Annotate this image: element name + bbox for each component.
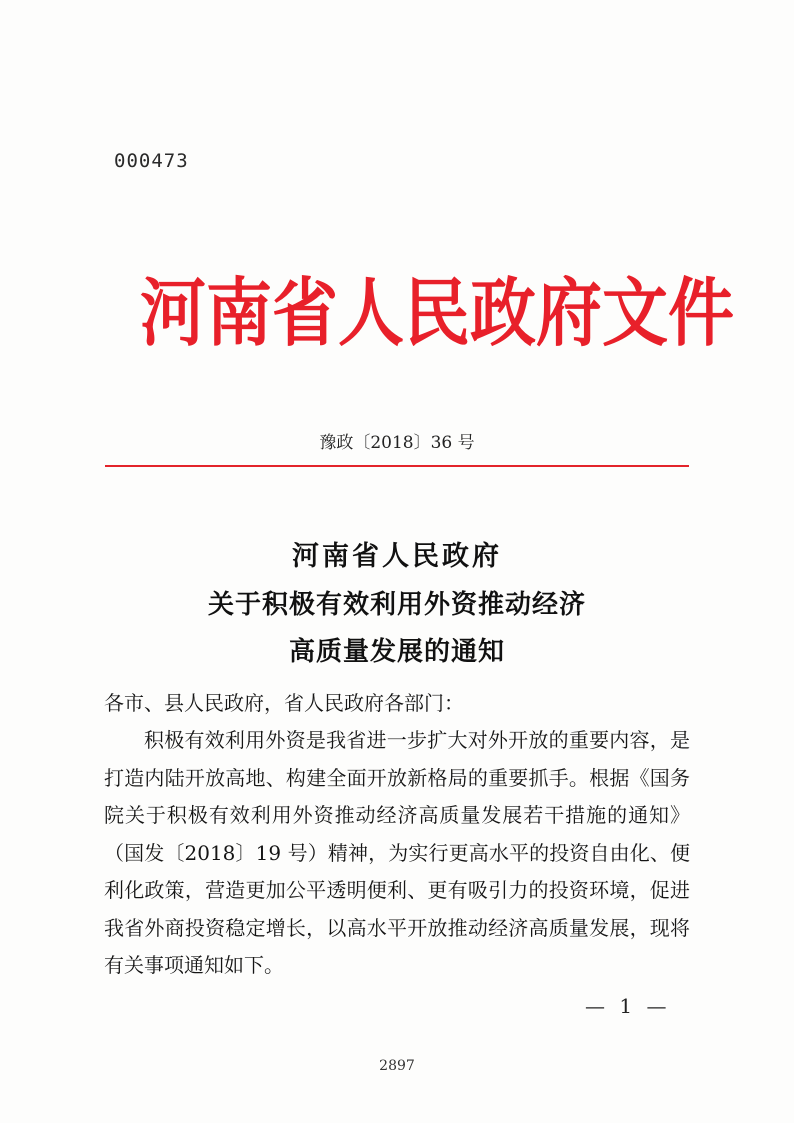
document-number: 豫政〔2018〕36 号 [319, 433, 475, 453]
body-paragraph: 积极有效利用外资是我省进一步扩大对外开放的重要内容，是打造内陆开放高地、构建全面开放新格局的重要抓手。根据《国务院关于积极有效利用外资推动经济高质量发展若干措施的通知》（国发〔2018〕19 号）精神，为实行更高水平的投资自由化、便利化政策，营造更加公平透明便利、更有吸引力的投资环境，促进我省外商投资稳定增长，以高水平开放推动经济高质量发展，现将有关事项通知如下。 [104, 728, 690, 977]
page-number: — 1 — [585, 994, 671, 1018]
serial-number: 000473 [114, 150, 189, 172]
document-header-title: 河南省人民政府文件 [140, 269, 734, 357]
archive-number: 2897 [379, 1058, 415, 1074]
addressee: 各市、县人民政府，省人民政府各部门： [104, 691, 464, 715]
red-divider-line [105, 465, 689, 467]
notice-title-line-1: 河南省人民政府 [292, 541, 502, 572]
notice-title-line-2: 关于积极有效利用外资推动经济 [207, 590, 586, 620]
notice-title-line-3: 高质量发展的通知 [288, 637, 505, 667]
